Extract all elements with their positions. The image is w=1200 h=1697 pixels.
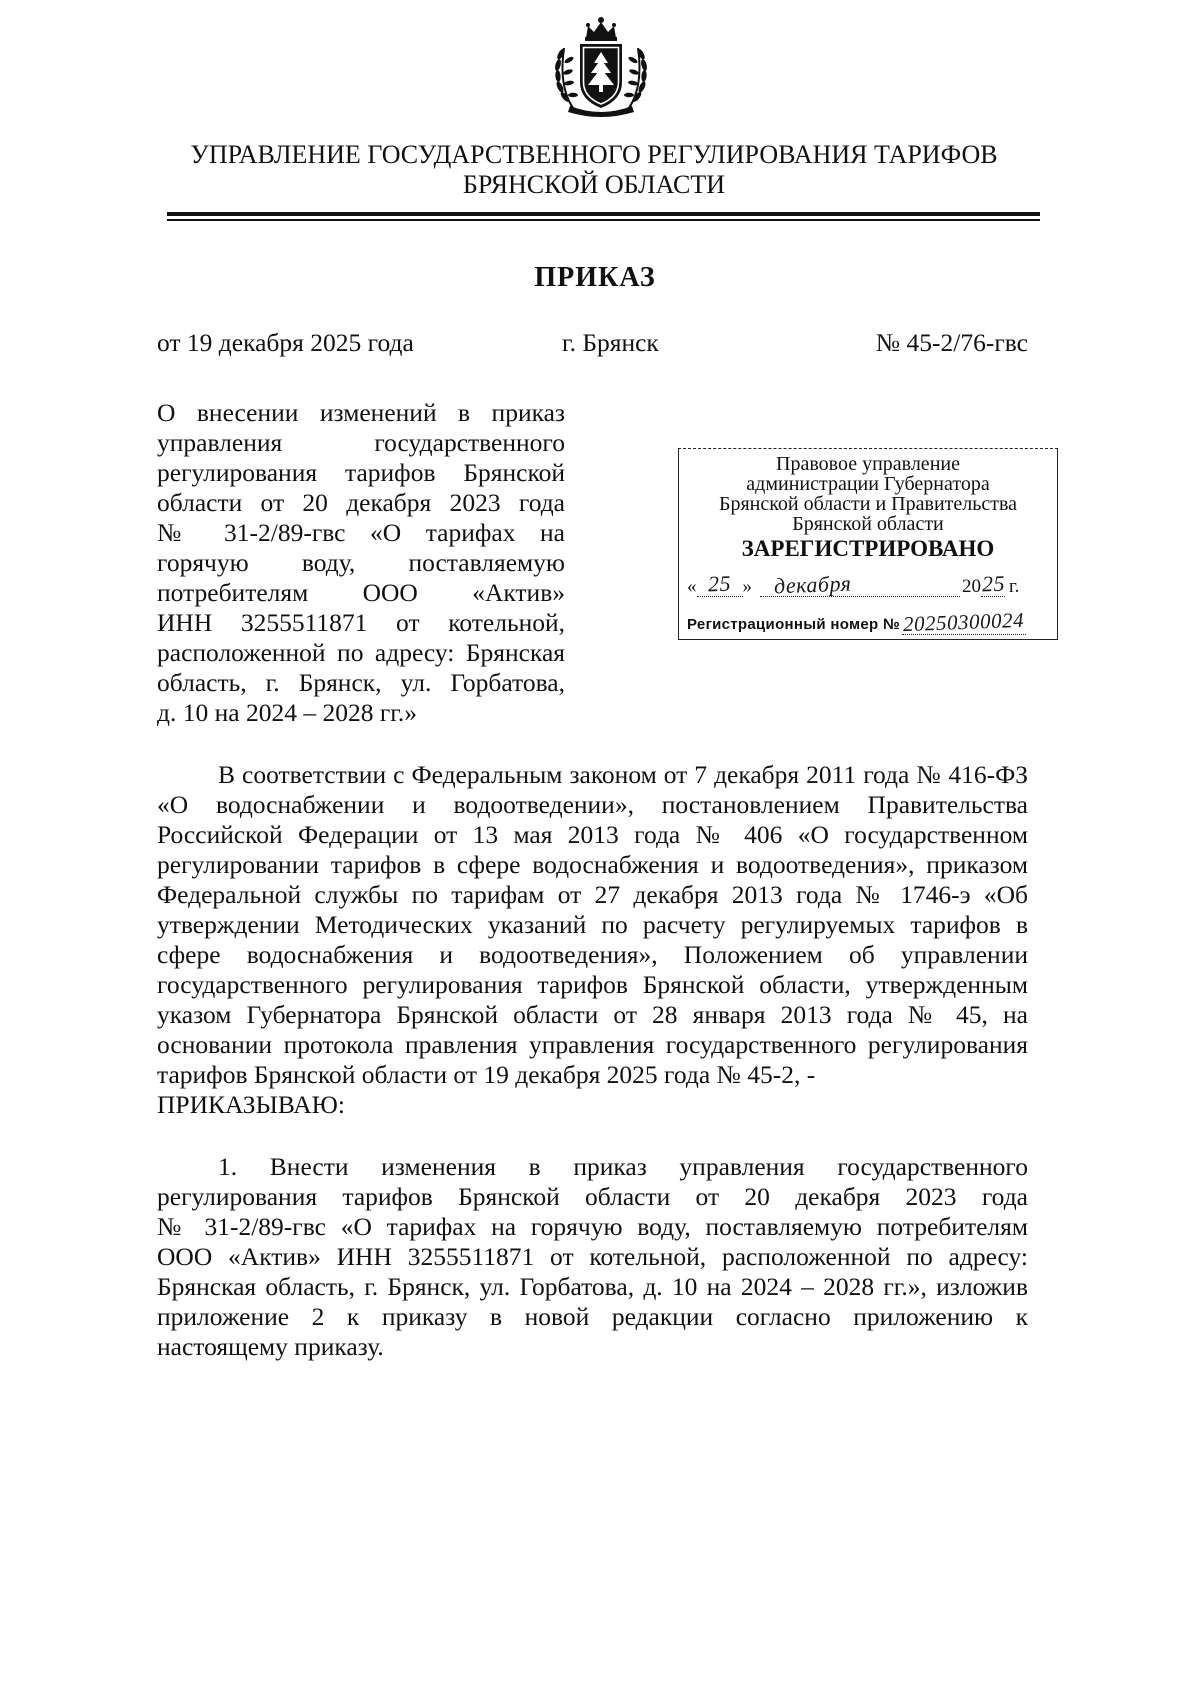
subject-line: управления государственного bbox=[157, 428, 565, 457]
stamp-day-blank bbox=[697, 572, 743, 597]
stamp-month-blank bbox=[760, 570, 960, 599]
preamble-line: основании протокола правления управления государственного регулирования bbox=[157, 1030, 1028, 1059]
subject-line: ИНН 3255511871 от котельной, bbox=[157, 608, 565, 637]
subject-line: горячую воду, поставляемую bbox=[157, 548, 565, 577]
stamp-authority-line-3: Брянской области и Правительства bbox=[718, 493, 1018, 515]
stamp-year-blank bbox=[981, 572, 1005, 597]
order-item-1 bbox=[157, 1152, 1028, 1362]
stamp-date-open-quote: « bbox=[687, 576, 697, 597]
stamp-registration-label: Регистрационный номер № bbox=[687, 616, 900, 633]
stamp-date-close-quote: » bbox=[742, 576, 752, 597]
stamp-registration-date bbox=[687, 571, 1019, 597]
document-type-title: ПРИКАЗ bbox=[534, 262, 656, 293]
coat-of-arms-icon bbox=[546, 16, 656, 120]
registration-stamp bbox=[678, 448, 1058, 640]
subject-line: О внесении изменений в приказ bbox=[157, 398, 565, 427]
stamp-year-unit: г. bbox=[1009, 576, 1020, 597]
preamble-line: тарифов Брянской области от 19 декабря 2025 года № 45-2, - bbox=[157, 1060, 816, 1089]
stamp-year-handwritten: 25 bbox=[981, 570, 1005, 597]
stamp-registration-blank bbox=[902, 607, 1026, 637]
agency-name-line-2: БРЯНСКОЙ ОБЛАСТИ bbox=[462, 170, 726, 199]
item-line: Брянская область, г. Брянск, ул. Горбатова, д. 10 на 2024 – 2028 гг.», изложив bbox=[157, 1272, 1028, 1301]
stamp-registration-number-row bbox=[687, 609, 1026, 635]
agency-name-line-1: УПРАВЛЕНИЕ ГОСУДАРСТВЕННОГО РЕГУЛИРОВАНИЯ ТАРИФОВ bbox=[190, 140, 998, 169]
subject-line: д. 10 на 2024 – 2028 гг.» bbox=[157, 698, 417, 727]
header-double-rule bbox=[167, 212, 1040, 222]
order-date: от 19 декабря 2025 года bbox=[157, 328, 414, 357]
item-line: настоящему приказу. bbox=[157, 1332, 384, 1361]
stamp-authority-line-4: Брянской области bbox=[792, 513, 944, 535]
preamble-line: В соответствии с Федеральным законом от 7 декабря 2011 года № 416-ФЗ bbox=[218, 760, 1028, 789]
preamble-line: сфере водоснабжения и водоотведения», Положением об управлении bbox=[157, 940, 1028, 969]
stamp-registration-number: 20250300024 bbox=[903, 607, 1025, 637]
item-line: 1. Внести изменения в приказ управления государственного bbox=[218, 1152, 1028, 1181]
preamble-line: государственного регулирования тарифов Брянской области, утвержденным bbox=[157, 970, 1028, 999]
preamble-line: утверждении Методических указаний по расчету регулируемых тарифов в bbox=[157, 910, 1028, 939]
subject-line: регулирования тарифов Брянской bbox=[157, 458, 565, 487]
preamble-line: Российской Федерации от 13 мая 2013 года № 406 «О государственном bbox=[157, 820, 1028, 849]
stamp-month-handwritten: декабря bbox=[773, 570, 852, 599]
subject-line: расположенной по адресу: Брянская bbox=[157, 638, 565, 667]
preamble-paragraph bbox=[157, 760, 1028, 1120]
subject-line: область, г. Брянск, ул. Горбатова, bbox=[157, 668, 565, 697]
item-line: регулирования тарифов Брянской области от 20 декабря 2023 года bbox=[157, 1182, 1028, 1211]
order-subject bbox=[157, 398, 565, 728]
subject-line: № 31-2/89-гвс «О тарифах на bbox=[157, 518, 565, 547]
item-line: № 31-2/89-гвс «О тарифах на горячую воду, поставляемую потребителям bbox=[157, 1212, 1028, 1241]
stamp-year-prefix: 20 bbox=[962, 576, 981, 597]
preamble-line: «О водоснабжении и водоотведении», постановлением Правительства bbox=[157, 790, 1028, 819]
order-directive: ПРИКАЗЫВАЮ: bbox=[157, 1090, 345, 1119]
order-number: № 45-2/76-гвс bbox=[875, 328, 1028, 357]
preamble-line: указом Губернатора Брянской области от 28 января 2013 года № 45, на bbox=[157, 1000, 1028, 1029]
stamp-authority-line-1: Правовое управление bbox=[776, 453, 960, 475]
subject-line: области от 20 декабря 2023 года bbox=[157, 488, 565, 517]
order-city: г. Брянск bbox=[562, 328, 659, 357]
preamble-line: регулировании тарифов в сфере водоснабжения и водоотведения», приказом bbox=[157, 850, 1028, 879]
subject-line: потребителям ООО «Актив» bbox=[157, 578, 565, 607]
stamp-status: ЗАРЕГИСТРИРОВАНО bbox=[741, 536, 995, 561]
stamp-day-handwritten: 25 bbox=[707, 570, 732, 597]
item-line: ООО «Актив» ИНН 3255511871 от котельной, расположенной по адресу: bbox=[157, 1242, 1028, 1271]
preamble-line: Федеральной службы по тарифам от 27 декабря 2013 года № 1746-э «Об bbox=[157, 880, 1028, 909]
item-line: приложение 2 к приказу в новой редакции согласно приложению к bbox=[157, 1302, 1028, 1331]
stamp-authority-line-2: администрации Губернатора bbox=[746, 473, 990, 495]
